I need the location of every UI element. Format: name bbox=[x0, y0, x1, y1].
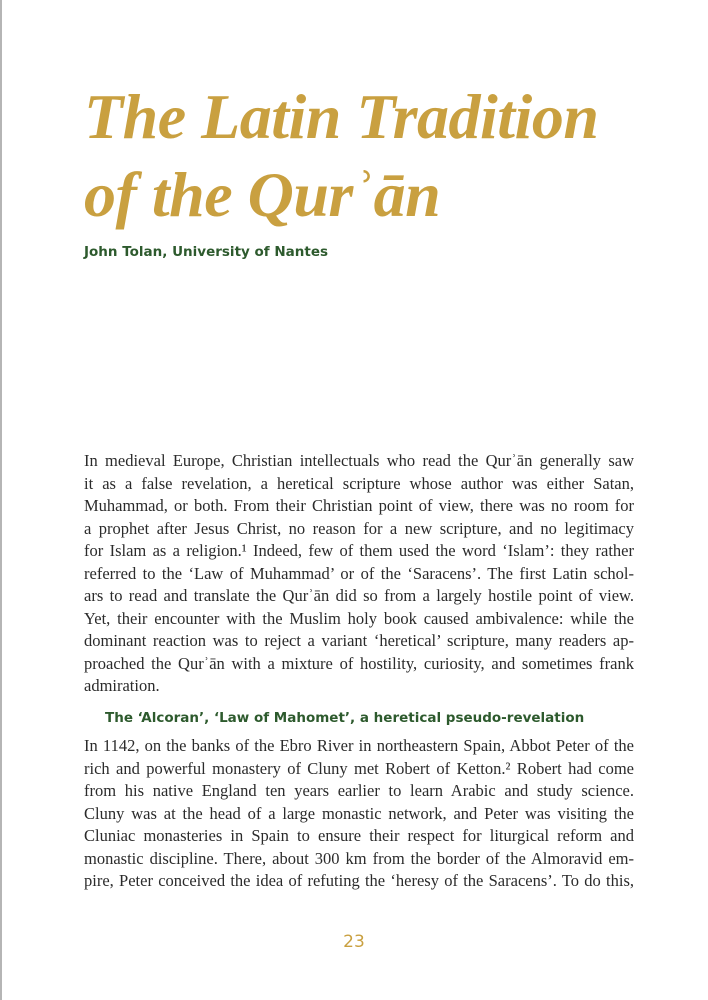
text-line: Cluniac monasteries in Spain to ensure their respect for liturgical reform and bbox=[84, 826, 634, 845]
text-line: referred to the ‘Law of Muhammad’ or of the ‘Saracens’. The first Latin schol- bbox=[84, 563, 634, 583]
section-heading: The ‘Alcoran’, ‘Law of Mahomet’, a heretical pseudo-revelation bbox=[105, 710, 585, 726]
text-line: for Islam as a religion.¹ Indeed, few of them used the word ‘Islam’: they rather bbox=[84, 541, 634, 560]
text-line: In medieval Europe, Christian intellectuals who read the Qurʾān generally saw bbox=[84, 451, 634, 470]
text-line: In 1142, on the banks of the Ebro River in northeastern Spain, Abbot Peter of the bbox=[84, 736, 634, 755]
text-line: ars to read and translate the Qurʾān did so from a largely hostile point of view. bbox=[84, 586, 634, 605]
text-line: dominant reaction was to reject a variant ‘heretical’ scripture, many readers ap- bbox=[84, 631, 634, 650]
chapter-title-line-2: of the Qurʾān bbox=[84, 159, 441, 230]
paragraph-section bbox=[84, 735, 634, 893]
chapter-title bbox=[84, 78, 598, 234]
chapter-title-line-1: The Latin Tradition bbox=[84, 81, 599, 152]
text-line: monastic discipline. There, about 300 km from the border of the Almoravid em- bbox=[84, 848, 634, 868]
text-line: it as a false revelation, a heretical scripture whose author was either Satan, bbox=[84, 473, 634, 493]
text-line: rich and powerful monastery of Cluny met Robert of Ketton.² Robert had come bbox=[84, 758, 634, 778]
text-line: Cluny was at the head of a large monastic network, and Peter was visiting the bbox=[84, 803, 634, 823]
paragraph-intro bbox=[84, 450, 634, 698]
text-line: from his native England ten years earlier to learn Arabic and study science. bbox=[84, 781, 634, 800]
page-edge bbox=[0, 0, 2, 1000]
text-line: proached the Qurʾān with a mixture of hostility, curiosity, and sometimes frank bbox=[84, 653, 634, 673]
text-line: Muhammad, or both. From their Christian point of view, there was no room for bbox=[84, 496, 634, 515]
text-line: admiration. bbox=[84, 676, 160, 695]
text-line: Yet, their encounter with the Muslim holy book caused ambivalence: while the bbox=[84, 608, 634, 628]
author-byline: John Tolan, University of Nantes bbox=[84, 244, 329, 260]
text-line: a prophet after Jesus Christ, no reason for a new scripture, and no legitimacy bbox=[84, 518, 634, 538]
text-line: pire, Peter conceived the idea of refuting the ‘heresy of the Saracens’. To do this, bbox=[84, 871, 634, 890]
page-number: 23 bbox=[343, 932, 365, 952]
